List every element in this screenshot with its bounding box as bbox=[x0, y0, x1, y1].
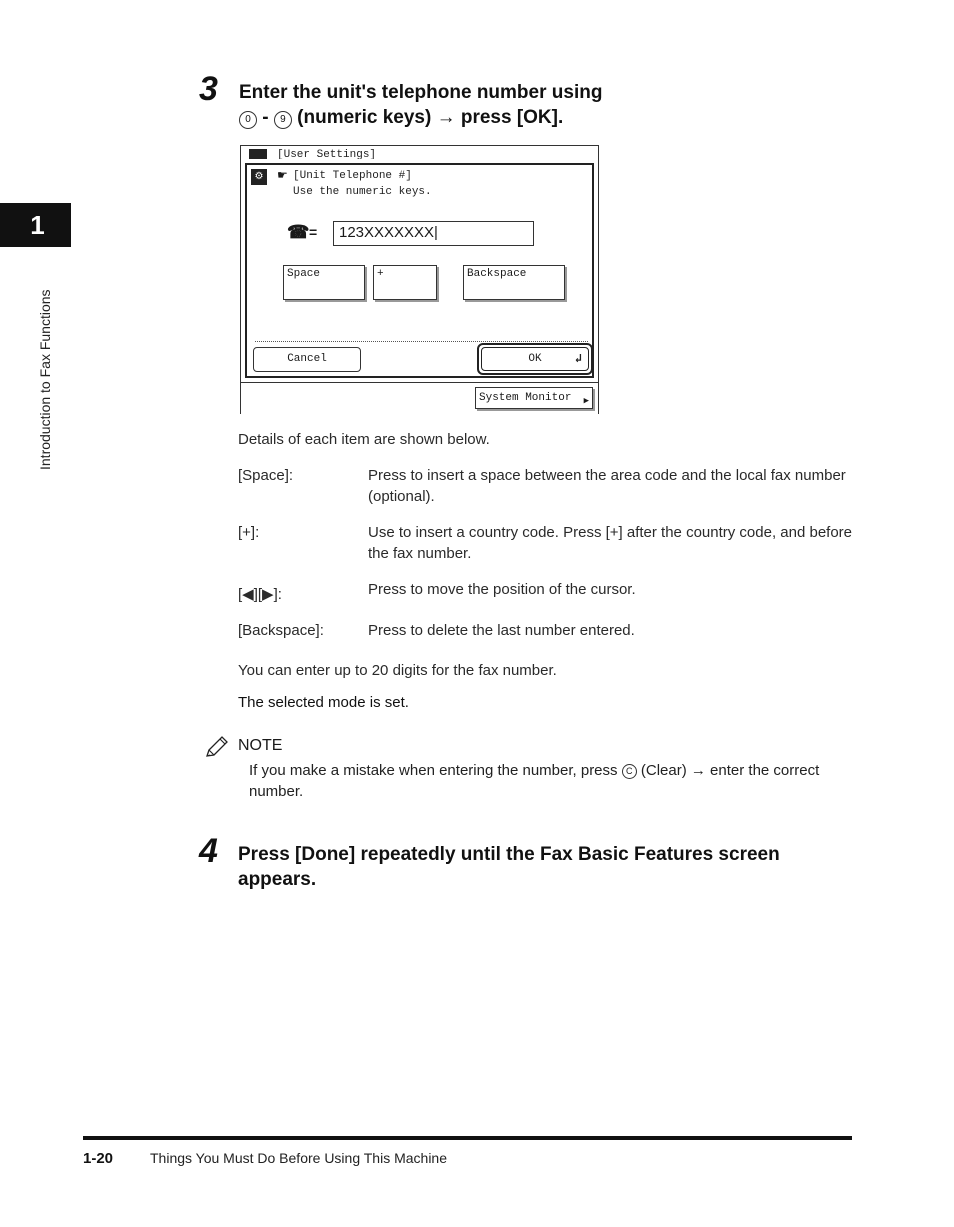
item-desc-arrows: Press to move the position of the cursor. bbox=[368, 581, 636, 598]
step-3-line1: Enter the unit's telephone number using bbox=[239, 82, 603, 103]
item-label-arrows: [◀][▶]: bbox=[238, 586, 282, 603]
note-text-after: (Clear) → enter the correct number. bbox=[249, 762, 820, 800]
ok-button-label: OK bbox=[528, 353, 542, 365]
settings-icon bbox=[249, 149, 267, 159]
touch-panel-screen bbox=[240, 145, 599, 414]
chapter-side-label: Introduction to Fax Functions bbox=[37, 289, 53, 470]
telephone-icon: ☎ bbox=[287, 222, 310, 242]
plus-button[interactable]: + bbox=[373, 265, 437, 300]
note-title: NOTE bbox=[238, 737, 283, 754]
footer-title: Things You Must Do Before Using This Machine bbox=[150, 1150, 448, 1166]
clear-key-icon: C bbox=[622, 764, 637, 779]
step-3-dash: - bbox=[262, 107, 269, 128]
screen-title: [User Settings] bbox=[277, 149, 377, 159]
system-monitor-button[interactable] bbox=[475, 387, 593, 409]
item-desc-backspace: Press to delete the last number entered. bbox=[368, 622, 635, 639]
item-desc-plus: Use to insert a country code. Press [+] after the country code, and before the fax number. bbox=[368, 524, 853, 562]
details-intro: Details of each item are shown below. bbox=[238, 431, 490, 448]
pencil-note-icon bbox=[204, 735, 230, 759]
step-3-line2 bbox=[239, 105, 859, 130]
step-4-number: 4 bbox=[199, 832, 218, 870]
system-monitor-label: System Monitor bbox=[479, 392, 572, 404]
item-label-backspace: [Backspace]: bbox=[238, 622, 324, 639]
divider bbox=[255, 341, 588, 342]
telephone-number-field[interactable]: 123XXXXXXX| bbox=[333, 221, 534, 246]
note-text-before: If you make a mistake when entering the number, press bbox=[249, 762, 618, 779]
key-9-icon: 9 bbox=[274, 111, 292, 129]
cancel-button[interactable]: Cancel bbox=[253, 347, 361, 372]
item-label-plus: [+]: bbox=[238, 524, 260, 541]
backspace-button[interactable]: Backspace bbox=[463, 265, 565, 300]
fax-icon: ⚙ bbox=[251, 169, 267, 185]
result-text: The selected mode is set. bbox=[238, 694, 409, 711]
page-number: 1-20 bbox=[83, 1150, 114, 1167]
hand-pointer-icon: ☛ bbox=[277, 168, 288, 182]
footer-rule bbox=[83, 1136, 852, 1140]
step-3-number: 3 bbox=[199, 70, 218, 108]
panel-header-title: [Unit Telephone #] bbox=[293, 170, 412, 182]
space-button[interactable]: Space bbox=[283, 265, 365, 300]
item-label-space: [Space]: bbox=[238, 467, 294, 484]
unit-telephone-panel bbox=[245, 163, 594, 378]
chapter-tab bbox=[0, 203, 71, 247]
ok-button[interactable] bbox=[481, 347, 589, 371]
chapter-number: 1 bbox=[30, 209, 45, 240]
digits-note: You can enter up to 20 digits for the fax number. bbox=[238, 662, 557, 679]
triangle-right-icon: ▶ bbox=[583, 396, 589, 406]
step-3-heading bbox=[239, 80, 859, 130]
equals-sign: = bbox=[309, 224, 318, 240]
step-3-line2-rest: (numeric keys) → press [OK]. bbox=[297, 107, 564, 128]
step-4-heading: Press [Done] repeatedly until the Fax Basic Features screen appears. bbox=[238, 844, 780, 890]
status-strip bbox=[241, 382, 598, 414]
key-0-icon: 0 bbox=[239, 111, 257, 129]
enter-icon: ↲ bbox=[574, 352, 582, 366]
item-desc-space: Press to insert a space between the area code and the local fax number (optional). bbox=[368, 467, 846, 505]
note-body bbox=[249, 760, 849, 802]
panel-header-instruction: Use the numeric keys. bbox=[293, 186, 432, 198]
